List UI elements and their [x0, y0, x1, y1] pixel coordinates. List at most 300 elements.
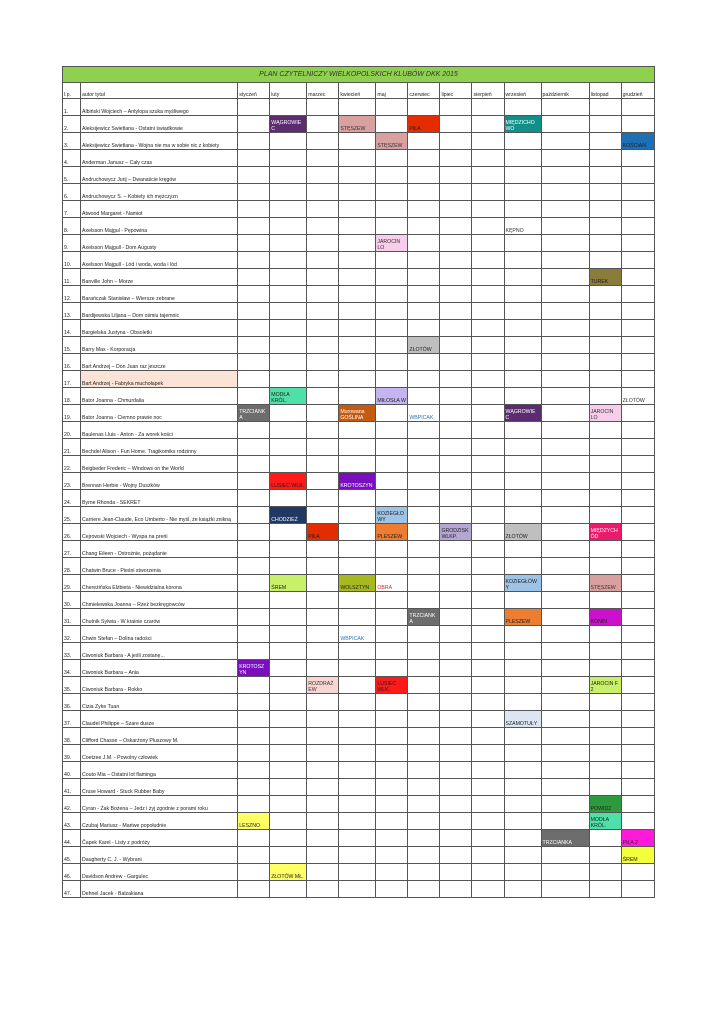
- month-cell: [440, 133, 472, 150]
- row-number: 40.: [63, 762, 81, 779]
- month-cell: [440, 711, 472, 728]
- month-cell: [408, 779, 440, 796]
- table-row: [63, 694, 655, 711]
- month-cell: [504, 660, 541, 677]
- table-row: [63, 303, 655, 320]
- month-cell: [408, 558, 440, 575]
- month-cell: [238, 643, 270, 660]
- month-cell: [440, 847, 472, 864]
- table-row: [63, 201, 655, 218]
- month-cell: [472, 507, 504, 524]
- month-cell: [408, 796, 440, 813]
- month-cell: [440, 218, 472, 235]
- month-cell: [621, 99, 654, 116]
- month-cell: [307, 626, 339, 643]
- table-row: [63, 422, 655, 439]
- club-assignment-cell: PLESZEW: [504, 609, 541, 626]
- table-row: [63, 133, 655, 150]
- row-number: 47.: [63, 881, 81, 898]
- month-cell: [472, 167, 504, 184]
- month-cell: [307, 405, 339, 422]
- month-cell: [339, 388, 376, 405]
- book-title-cell: Ciwoniuk Barbara - Rokko: [81, 677, 238, 694]
- reading-plan-table: [62, 66, 655, 898]
- month-cell: [339, 677, 376, 694]
- title-row: [63, 67, 655, 83]
- month-cell: [541, 524, 589, 541]
- month-cell: [307, 167, 339, 184]
- month-cell: [408, 643, 440, 660]
- month-cell: [408, 490, 440, 507]
- month-cell: [621, 201, 654, 218]
- month-cell: [307, 133, 339, 150]
- club-assignment-cell: POWIDZ: [589, 796, 621, 813]
- month-cell: [307, 388, 339, 405]
- month-cell: [589, 235, 621, 252]
- month-cell: [307, 813, 339, 830]
- month-cell: [541, 218, 589, 235]
- month-cell: [472, 99, 504, 116]
- table-row: [63, 762, 655, 779]
- month-cell: [270, 694, 307, 711]
- month-cell: [472, 524, 504, 541]
- month-cell: [541, 150, 589, 167]
- book-title-cell: Axelsson Majgul - Pępowina: [81, 218, 238, 235]
- month-cell: [440, 269, 472, 286]
- month-cell: [589, 286, 621, 303]
- month-cell: [339, 847, 376, 864]
- month-cell: [376, 473, 408, 490]
- table-row: [63, 286, 655, 303]
- club-assignment-cell: STĘSZEW: [339, 116, 376, 133]
- month-cell: [621, 371, 654, 388]
- month-cell: [541, 184, 589, 201]
- book-title-cell: Cizia Zyke Tuan: [81, 694, 238, 711]
- month-cell: [589, 252, 621, 269]
- month-cell: [270, 133, 307, 150]
- month-cell: [307, 830, 339, 847]
- book-title-cell: Ciwoniuk Barbara – Ania: [81, 660, 238, 677]
- month-cell: [589, 184, 621, 201]
- month-cell: [504, 388, 541, 405]
- month-cell: [339, 184, 376, 201]
- row-number: 31.: [63, 609, 81, 626]
- club-assignment-cell: PIŁA: [307, 524, 339, 541]
- month-cell: [589, 422, 621, 439]
- month-cell: [307, 762, 339, 779]
- month-cell: [472, 779, 504, 796]
- month-cell: [472, 303, 504, 320]
- month-cell: [541, 337, 589, 354]
- table-row: [63, 150, 655, 167]
- club-assignment-cell: JAROCIN LO: [589, 405, 621, 422]
- month-cell: [440, 439, 472, 456]
- table-row: [63, 830, 655, 847]
- table-row: [63, 252, 655, 269]
- month-cell: [589, 558, 621, 575]
- month-cell: [504, 320, 541, 337]
- month-cell: [472, 762, 504, 779]
- month-cell: [504, 490, 541, 507]
- month-cell: [238, 201, 270, 218]
- row-number: 27.: [63, 541, 81, 558]
- month-cell: [238, 235, 270, 252]
- month-cell: [270, 711, 307, 728]
- table-row: [63, 439, 655, 456]
- row-number: 36.: [63, 694, 81, 711]
- month-cell: [238, 99, 270, 116]
- book-title-cell: Bart Andrzej – Don Juan raz jeszcze: [81, 354, 238, 371]
- month-cell: [589, 711, 621, 728]
- month-cell: [408, 150, 440, 167]
- month-cell: [238, 626, 270, 643]
- month-cell: [440, 575, 472, 592]
- month-cell: [589, 201, 621, 218]
- month-cell: [589, 541, 621, 558]
- month-cell: [307, 320, 339, 337]
- month-cell: [504, 252, 541, 269]
- club-assignment-cell: JAROCIN LO: [376, 235, 408, 252]
- table-row: [63, 660, 655, 677]
- table-row: [63, 779, 655, 796]
- month-cell: [621, 473, 654, 490]
- month-cell: [472, 201, 504, 218]
- book-title-cell: Coetzee J.M. - Powolny człowiek: [81, 745, 238, 762]
- book-title-cell: Barańczak Stanisław – Wiersze zebrane: [81, 286, 238, 303]
- month-cell: [472, 677, 504, 694]
- book-title-cell: Chutnik Sylwia - W krainie czarów: [81, 609, 238, 626]
- row-number: 44.: [63, 830, 81, 847]
- month-cell: [440, 252, 472, 269]
- month-cell: [270, 745, 307, 762]
- month-cell: [504, 592, 541, 609]
- month-cell: [472, 388, 504, 405]
- month-cell: [440, 694, 472, 711]
- row-number: 45.: [63, 847, 81, 864]
- month-cell: [408, 507, 440, 524]
- month-cell: [472, 422, 504, 439]
- month-cell: [504, 847, 541, 864]
- month-cell: [270, 422, 307, 439]
- club-assignment-cell: ZŁOTÓW: [504, 524, 541, 541]
- table-row: [63, 184, 655, 201]
- month-cell: [307, 422, 339, 439]
- row-number: 43.: [63, 813, 81, 830]
- month-cell: [541, 388, 589, 405]
- month-cell: [339, 269, 376, 286]
- club-assignment-cell: WBPICAK: [408, 405, 440, 422]
- month-cell: [472, 541, 504, 558]
- month-cell: [307, 201, 339, 218]
- month-cell: [270, 371, 307, 388]
- month-cell: [270, 303, 307, 320]
- column-header: maj: [376, 83, 408, 99]
- month-cell: [504, 643, 541, 660]
- month-cell: [440, 507, 472, 524]
- table-row: [63, 337, 655, 354]
- book-title-cell: Banville John – Morze: [81, 269, 238, 286]
- month-cell: [541, 201, 589, 218]
- month-cell: [541, 609, 589, 626]
- month-cell: [621, 167, 654, 184]
- month-cell: [238, 541, 270, 558]
- month-cell: [621, 456, 654, 473]
- month-cell: [440, 371, 472, 388]
- month-cell: [339, 167, 376, 184]
- club-assignment-cell: KOZIEGŁÓW Y: [504, 575, 541, 592]
- month-cell: [541, 422, 589, 439]
- table-row: [63, 728, 655, 745]
- table-row: [63, 116, 655, 133]
- month-cell: [440, 813, 472, 830]
- club-assignment-cell: ZŁOTÓW: [408, 337, 440, 354]
- month-cell: [589, 337, 621, 354]
- month-cell: [376, 847, 408, 864]
- month-cell: [238, 490, 270, 507]
- month-cell: [504, 303, 541, 320]
- club-assignment-cell: MODŁA KRÓL.: [270, 388, 307, 405]
- month-cell: [541, 881, 589, 898]
- book-title-cell: Bechdel Alison - Fun Home. Tragikomiks rodzinny: [81, 439, 238, 456]
- month-cell: [589, 779, 621, 796]
- month-cell: [472, 745, 504, 762]
- month-cell: [238, 269, 270, 286]
- month-cell: [238, 354, 270, 371]
- club-assignment-cell: WOLSZTYN: [339, 575, 376, 592]
- month-cell: [408, 762, 440, 779]
- month-cell: [440, 830, 472, 847]
- row-number: 37.: [63, 711, 81, 728]
- header-row: [63, 83, 655, 99]
- month-cell: [621, 694, 654, 711]
- month-cell: [504, 133, 541, 150]
- column-header: marzec: [307, 83, 339, 99]
- month-cell: [270, 354, 307, 371]
- month-cell: [270, 592, 307, 609]
- month-cell: [376, 626, 408, 643]
- club-assignment-cell: MIĘDZICHO WO: [504, 116, 541, 133]
- month-cell: [504, 626, 541, 643]
- column-header: sierpień: [472, 83, 504, 99]
- month-cell: [270, 184, 307, 201]
- month-cell: [339, 320, 376, 337]
- month-cell: [621, 405, 654, 422]
- month-cell: [408, 575, 440, 592]
- month-cell: [541, 847, 589, 864]
- row-number: 42.: [63, 796, 81, 813]
- row-number: 1.: [63, 99, 81, 116]
- month-cell: [440, 201, 472, 218]
- book-title-cell: Brennan Herbie - Wojny Duszków: [81, 473, 238, 490]
- month-cell: [238, 473, 270, 490]
- month-cell: [408, 252, 440, 269]
- month-cell: [621, 609, 654, 626]
- month-cell: [504, 422, 541, 439]
- month-cell: [339, 728, 376, 745]
- month-cell: [408, 745, 440, 762]
- month-cell: [589, 133, 621, 150]
- month-cell: [339, 660, 376, 677]
- row-number: 23.: [63, 473, 81, 490]
- month-cell: [238, 864, 270, 881]
- month-cell: [307, 694, 339, 711]
- month-cell: [307, 541, 339, 558]
- month-cell: [621, 354, 654, 371]
- month-cell: [238, 558, 270, 575]
- column-header: wrzesień: [504, 83, 541, 99]
- month-cell: [408, 133, 440, 150]
- month-cell: [307, 779, 339, 796]
- month-cell: [541, 864, 589, 881]
- month-cell: [472, 847, 504, 864]
- row-number: 20.: [63, 422, 81, 439]
- month-cell: [307, 490, 339, 507]
- month-cell: [621, 269, 654, 286]
- month-cell: [307, 252, 339, 269]
- month-cell: [270, 847, 307, 864]
- row-number: 13.: [63, 303, 81, 320]
- month-cell: [504, 779, 541, 796]
- month-cell: [408, 524, 440, 541]
- row-number: 22.: [63, 456, 81, 473]
- month-cell: [472, 864, 504, 881]
- month-cell: [541, 677, 589, 694]
- month-cell: [307, 354, 339, 371]
- month-cell: [376, 609, 408, 626]
- club-assignment-cell: ZŁOTÓW: [621, 388, 654, 405]
- month-cell: [270, 524, 307, 541]
- month-cell: [339, 490, 376, 507]
- month-cell: [541, 371, 589, 388]
- month-cell: [307, 745, 339, 762]
- month-cell: [541, 592, 589, 609]
- row-number: 41.: [63, 779, 81, 796]
- month-cell: [238, 796, 270, 813]
- month-cell: [504, 201, 541, 218]
- month-cell: [589, 507, 621, 524]
- table-row: [63, 490, 655, 507]
- month-cell: [440, 762, 472, 779]
- month-cell: [541, 507, 589, 524]
- month-cell: [408, 286, 440, 303]
- column-header: styczeń: [238, 83, 270, 99]
- month-cell: [376, 745, 408, 762]
- book-title-cell: Barry Max - Korporacja: [81, 337, 238, 354]
- month-cell: [541, 235, 589, 252]
- club-assignment-cell: ZŁOTÓW MŁ.: [270, 864, 307, 881]
- month-cell: [589, 694, 621, 711]
- club-assignment-cell: STĘSZEW: [589, 575, 621, 592]
- month-cell: [376, 796, 408, 813]
- month-cell: [541, 711, 589, 728]
- month-cell: [504, 541, 541, 558]
- row-number: 16.: [63, 354, 81, 371]
- month-cell: [376, 592, 408, 609]
- row-number: 8.: [63, 218, 81, 235]
- month-cell: [238, 745, 270, 762]
- table-row: [63, 745, 655, 762]
- month-cell: [621, 439, 654, 456]
- month-cell: [270, 337, 307, 354]
- month-cell: [541, 558, 589, 575]
- club-assignment-cell: PIŁA 2: [621, 830, 654, 847]
- table-row: [63, 167, 655, 184]
- table-row: [63, 388, 655, 405]
- month-cell: [408, 218, 440, 235]
- month-cell: [270, 609, 307, 626]
- month-cell: [472, 269, 504, 286]
- month-cell: [472, 643, 504, 660]
- month-cell: [339, 286, 376, 303]
- month-cell: [376, 371, 408, 388]
- column-header: kwiecień: [339, 83, 376, 99]
- month-cell: [504, 269, 541, 286]
- book-title-cell: Chatwin Bruce - Pieśni stworzenia: [81, 558, 238, 575]
- table-row: [63, 507, 655, 524]
- row-number: 34.: [63, 660, 81, 677]
- book-title-cell: Axelsson Majgull - Dom Augusty: [81, 235, 238, 252]
- month-cell: [541, 541, 589, 558]
- month-cell: [472, 558, 504, 575]
- club-assignment-cell: TRZCIANKA: [541, 830, 589, 847]
- month-cell: [589, 167, 621, 184]
- month-cell: [440, 473, 472, 490]
- month-cell: [440, 456, 472, 473]
- month-cell: [238, 830, 270, 847]
- month-cell: [339, 133, 376, 150]
- month-cell: [307, 235, 339, 252]
- month-cell: [307, 660, 339, 677]
- book-title-cell: Cruse Howard - Stuck Rubber Baby: [81, 779, 238, 796]
- month-cell: [339, 252, 376, 269]
- month-cell: [270, 779, 307, 796]
- row-number: 25.: [63, 507, 81, 524]
- month-cell: [440, 99, 472, 116]
- month-cell: [472, 371, 504, 388]
- month-cell: [376, 303, 408, 320]
- month-cell: [408, 320, 440, 337]
- month-cell: [472, 813, 504, 830]
- month-cell: [589, 881, 621, 898]
- column-header: listopad: [589, 83, 621, 99]
- month-cell: [541, 779, 589, 796]
- month-cell: [440, 541, 472, 558]
- month-cell: [307, 847, 339, 864]
- month-cell: [472, 354, 504, 371]
- club-assignment-cell: TUREK: [589, 269, 621, 286]
- month-cell: [504, 677, 541, 694]
- month-cell: [589, 473, 621, 490]
- book-title-cell: Bart Andrzej - Fabryka muchołapek: [81, 371, 238, 388]
- month-cell: [621, 643, 654, 660]
- month-cell: [307, 456, 339, 473]
- month-cell: [541, 694, 589, 711]
- book-title-cell: Clifford Chasse – Oskarżony Pluszowy M.: [81, 728, 238, 745]
- month-cell: [621, 507, 654, 524]
- month-cell: [504, 694, 541, 711]
- month-cell: [621, 864, 654, 881]
- month-cell: [504, 371, 541, 388]
- month-cell: [339, 422, 376, 439]
- month-cell: [589, 371, 621, 388]
- month-cell: [589, 388, 621, 405]
- month-cell: [541, 643, 589, 660]
- club-assignment-cell: PIŁA: [408, 116, 440, 133]
- month-cell: [270, 252, 307, 269]
- book-title-cell: Czubaj Mariusz - Martwe popołudnie: [81, 813, 238, 830]
- month-cell: [339, 150, 376, 167]
- month-cell: [307, 643, 339, 660]
